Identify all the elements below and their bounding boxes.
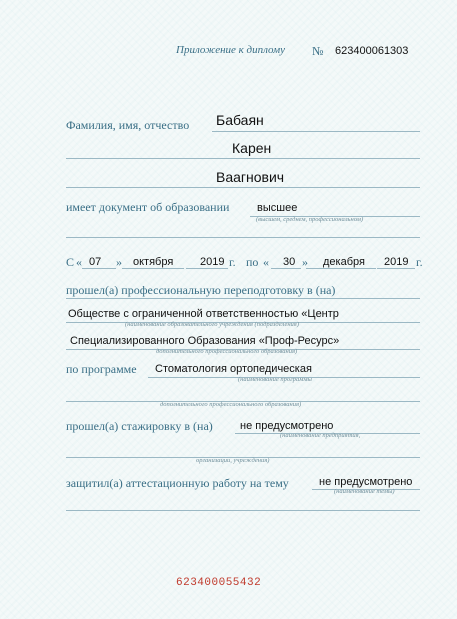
g-1: г. bbox=[229, 255, 236, 269]
month-to-line bbox=[306, 268, 376, 269]
day-to-line bbox=[271, 268, 301, 269]
year-to: 2019 bbox=[384, 256, 409, 268]
patronymic-value: Ваагнович bbox=[216, 169, 285, 185]
header-label: Приложение к диплому bbox=[176, 44, 286, 56]
day-from-line bbox=[82, 268, 116, 269]
fio-label: Фамилия, имя, отчество bbox=[66, 118, 190, 132]
program-hint: (наименование программы bbox=[238, 376, 312, 383]
education-value: высшее bbox=[257, 202, 298, 214]
thesis-line-2 bbox=[66, 510, 420, 511]
program-label: по программе bbox=[66, 362, 137, 376]
year-from: 2019 bbox=[200, 256, 225, 268]
first-name-line bbox=[66, 158, 420, 159]
thesis-label: защитил(а) аттестационную работу на тему bbox=[66, 476, 289, 490]
month-from-line bbox=[122, 268, 184, 269]
internship-label: прошел(а) стажировку в (на) bbox=[66, 419, 213, 433]
quote-close-2: » bbox=[302, 255, 308, 269]
date-prefix: С bbox=[66, 255, 75, 269]
internship-hint-2: организации, учреждения) bbox=[196, 457, 270, 464]
education-label: имеет документ об образовании bbox=[66, 200, 230, 214]
thesis-value: не предусмотрено bbox=[319, 476, 413, 488]
quote-open-1: « bbox=[76, 255, 82, 269]
surname-value: Бабаян bbox=[216, 112, 264, 128]
month-to: декабря bbox=[323, 256, 365, 268]
program-hint-2: дополнительного профессионального образования) bbox=[160, 401, 302, 408]
number-sign: № bbox=[312, 44, 324, 58]
thesis-hint: (наименование темы) bbox=[334, 488, 395, 495]
quote-open-2: « bbox=[263, 255, 269, 269]
program-value: Стоматология ортопедическая bbox=[155, 363, 312, 375]
surname-line bbox=[212, 131, 420, 132]
retraining-line bbox=[66, 298, 420, 299]
month-from: октября bbox=[133, 256, 174, 268]
g-2: г. bbox=[416, 255, 423, 269]
org-line-2: Специализированного Образования «Проф-Ресурс» bbox=[70, 335, 340, 347]
retraining-label: прошел(а) профессиональную переподготовку в (на) bbox=[66, 283, 336, 297]
org-hint-1: (наименование образовательного учреждения (подразделения) bbox=[125, 321, 299, 328]
date-to-label: по bbox=[246, 255, 259, 269]
education-line-2 bbox=[66, 237, 420, 238]
day-from: 07 bbox=[89, 256, 102, 268]
org-hint-2: дополнительного профессионального образования) bbox=[156, 348, 298, 355]
year-to-line bbox=[377, 268, 415, 269]
serial-number: 623400055432 bbox=[176, 577, 262, 589]
patronymic-line bbox=[66, 187, 420, 188]
day-to: 30 bbox=[283, 256, 296, 268]
org-line-1: Обществе с ограниченной ответственностью «Центр bbox=[68, 308, 339, 320]
year-from-line bbox=[186, 268, 228, 269]
internship-value: не предусмотрено bbox=[240, 420, 334, 432]
first-name-value: Карен bbox=[232, 140, 272, 156]
internship-hint: (наименование предприятия, bbox=[280, 432, 361, 439]
diploma-number: 623400061303 bbox=[335, 45, 409, 57]
quote-close-1: » bbox=[116, 255, 122, 269]
education-hint: (высшем, среднем, профессиональном) bbox=[256, 216, 364, 223]
